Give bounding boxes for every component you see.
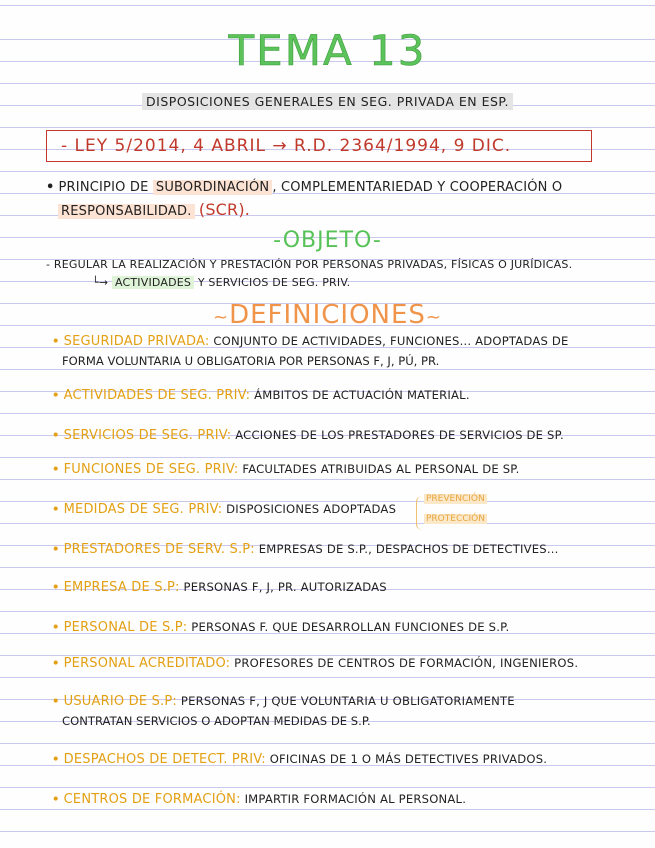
option-prevencion	[424, 494, 487, 504]
arrow-icon: └→	[92, 276, 109, 289]
definition-item	[52, 462, 520, 477]
definition-term: FUNCIONES DE SEG. PRIV:	[63, 462, 239, 477]
bullet-dot: •	[52, 502, 60, 516]
principle-highlight: SUBORDINACIÓN	[153, 180, 272, 195]
principle-line-2	[58, 200, 250, 219]
bullet-dot: •	[52, 656, 60, 670]
bullet-dot: •	[52, 620, 60, 634]
bullet-dot: •	[52, 388, 60, 402]
definition-term: SERVICIOS DE SEG. PRIV:	[63, 428, 232, 443]
definition-description: PROFESORES DE CENTROS DE FORMACIÓN, INGENIEROS.	[234, 656, 579, 670]
bullet-dot: •	[52, 752, 60, 766]
option-text: PROTECCIÓN	[426, 514, 485, 524]
objeto-line-2	[92, 276, 350, 289]
definition-item	[52, 580, 387, 595]
definition-item	[52, 428, 564, 443]
definition-item	[52, 502, 396, 517]
definition-description: PERSONAS F, J QUE VOLUNTARIA U OBLIGATORIAMENTE	[180, 694, 515, 708]
definition-term: USUARIO DE S.P:	[63, 694, 177, 709]
bullet-dot: •	[52, 428, 60, 442]
principle-text: PRINCIPIO DE	[58, 180, 149, 195]
law-reference-box: - LEY 5/2014, 4 ABRIL → R.D. 2364/1994, 9 DIC.	[46, 130, 592, 162]
bullet-dot: •	[52, 792, 60, 806]
principle-acronym: (SCR).	[198, 200, 251, 219]
definition-term: SEGURIDAD PRIVADA:	[63, 334, 210, 349]
definition-item	[52, 656, 578, 671]
definition-description-cont: FORMA VOLUNTARIA U OBLIGATORIA POR PERSONAS F, J, PÚ, PR.	[62, 354, 440, 368]
definition-term: PERSONAL ACREDITADO:	[63, 656, 231, 671]
definition-item	[52, 334, 569, 349]
definition-term: DESPACHOS DE DETECT. PRIV:	[63, 752, 266, 767]
brace-icon	[416, 496, 423, 530]
tilde-left-icon: ~	[212, 307, 230, 328]
definition-term: MEDIDAS DE SEG. PRIV:	[63, 502, 223, 517]
section-heading-definiciones	[0, 300, 655, 330]
section-heading-objeto: -OBJETO-	[273, 228, 382, 253]
definition-term: ACTIVIDADES DE SEG. PRIV:	[63, 388, 251, 403]
definition-term: PRESTADORES DE SERV. S.P:	[63, 542, 255, 557]
definition-description: ÁMBITOS DE ACTUACIÓN MATERIAL.	[254, 388, 470, 402]
definition-description-cont: CONTRATAN SERVICIOS O ADOPTAN MEDIDAS DE S.P.	[62, 714, 371, 728]
subtitle-text: DISPOSICIONES GENERALES EN SEG. PRIVADA EN ESP.	[142, 93, 513, 110]
bullet-dot: •	[46, 180, 55, 195]
definition-item	[52, 752, 547, 767]
definition-term: CENTROS DE FORMACIÓN:	[63, 792, 241, 807]
definition-term: PERSONAL DE S.P:	[63, 620, 188, 635]
objeto-highlight: ACTIVIDADES	[112, 276, 194, 289]
definition-description: DISPOSICIONES ADOPTADAS	[226, 502, 397, 516]
definition-description: IMPARTIR FORMACIÓN AL PERSONAL.	[244, 792, 467, 806]
definition-term: EMPRESA DE S.P:	[63, 580, 180, 595]
bullet-dot: •	[52, 542, 60, 556]
tilde-right-icon: ~	[425, 307, 443, 328]
definition-item	[52, 694, 515, 709]
definition-description: PERSONAS F. QUE DESARROLLAN FUNCIONES DE S.P.	[191, 620, 510, 634]
option-proteccion	[424, 514, 487, 524]
definition-description: ACCIONES DE LOS PRESTADORES DE SERVICIOS DE SP.	[235, 428, 564, 442]
definiciones-title: DEFINICIONES	[229, 300, 426, 330]
option-text: PREVENCIÓN	[426, 494, 485, 504]
definition-description: CONJUNTO DE ACTIVIDADES, FUNCIONES... ADOPTADAS DE	[213, 334, 569, 348]
definition-description: EMPRESAS DE S.P., DESPACHOS DE DETECTIVES...	[258, 542, 559, 556]
objeto-line-1: - REGULAR LA REALIZACIÓN Y PRESTACIÓN POR PERSONAS PRIVADAS, FÍSICAS O JURÍDICAS.	[46, 258, 573, 271]
definition-description: FACULTADES ATRIBUIDAS AL PERSONAL DE SP.	[242, 462, 520, 476]
principle-text-cont: , COMPLEMENTARIEDAD Y COOPERACIÓN O	[272, 180, 563, 195]
definition-description: OFICINAS DE 1 O MÁS DETECTIVES PRIVADOS.	[269, 752, 548, 766]
definition-item	[52, 792, 466, 807]
bullet-dot: •	[52, 462, 60, 476]
subtitle	[0, 94, 655, 109]
bullet-dot: •	[52, 334, 60, 348]
bullet-dot: •	[52, 694, 60, 708]
definition-item	[52, 620, 509, 635]
page-title: TEMA 13	[228, 26, 427, 75]
definition-description: PERSONAS F, J, PR. AUTORIZADAS	[183, 580, 387, 594]
definition-item	[52, 388, 470, 403]
definition-item	[52, 542, 559, 557]
bullet-dot: •	[52, 580, 60, 594]
objeto-text: Y SERVICIOS DE SEG. PRIV.	[197, 276, 351, 289]
principle-line-1	[46, 180, 562, 195]
principle-highlight-2: RESPONSABILIDAD.	[58, 204, 195, 219]
